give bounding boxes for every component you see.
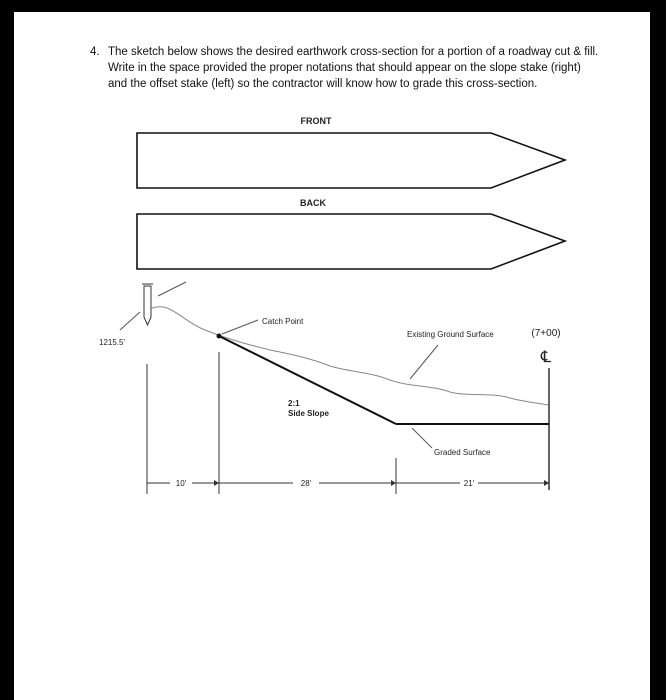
- elevation-label: 1215.5': [99, 338, 125, 347]
- existing-ground-pointer: [410, 345, 438, 379]
- dimension-middle-label: 28': [300, 479, 312, 488]
- existing-ground-label: Existing Ground Surface: [407, 330, 494, 339]
- back-label: BACK: [300, 198, 326, 208]
- station-label: (7+00): [531, 328, 561, 339]
- existing-ground-line: [150, 307, 548, 405]
- graded-surface-label: Graded Surface: [434, 448, 491, 457]
- offset-stake-icon: [142, 284, 153, 325]
- question-text: The sketch below shows the desired earthwork cross-section for a portion of a roadway cut & fill. Write in the space provided the proper notations that should appear on the slope stake (right) and the offset stake (left) so the contractor will know how to grade this cross-section.: [108, 46, 599, 90]
- graded-surface-pointer: [412, 428, 432, 448]
- slope-name-label: Side Slope: [288, 409, 329, 418]
- question-number: 4.: [90, 46, 100, 58]
- elevation-pointer-line: [120, 312, 140, 330]
- slope-ratio-label: 2:1: [288, 399, 300, 408]
- dimension-left-label: 10': [175, 479, 187, 488]
- stake-pointer-line: [158, 282, 186, 296]
- catch-point-pointer: [222, 320, 258, 334]
- catch-point-label: Catch Point: [262, 317, 304, 326]
- front-label: FRONT: [300, 116, 332, 126]
- back-stake-outline: [137, 214, 565, 269]
- dimension-right-label: 21': [463, 479, 475, 488]
- centerline-icon: ℄: [540, 349, 552, 366]
- front-stake-outline: [137, 133, 565, 188]
